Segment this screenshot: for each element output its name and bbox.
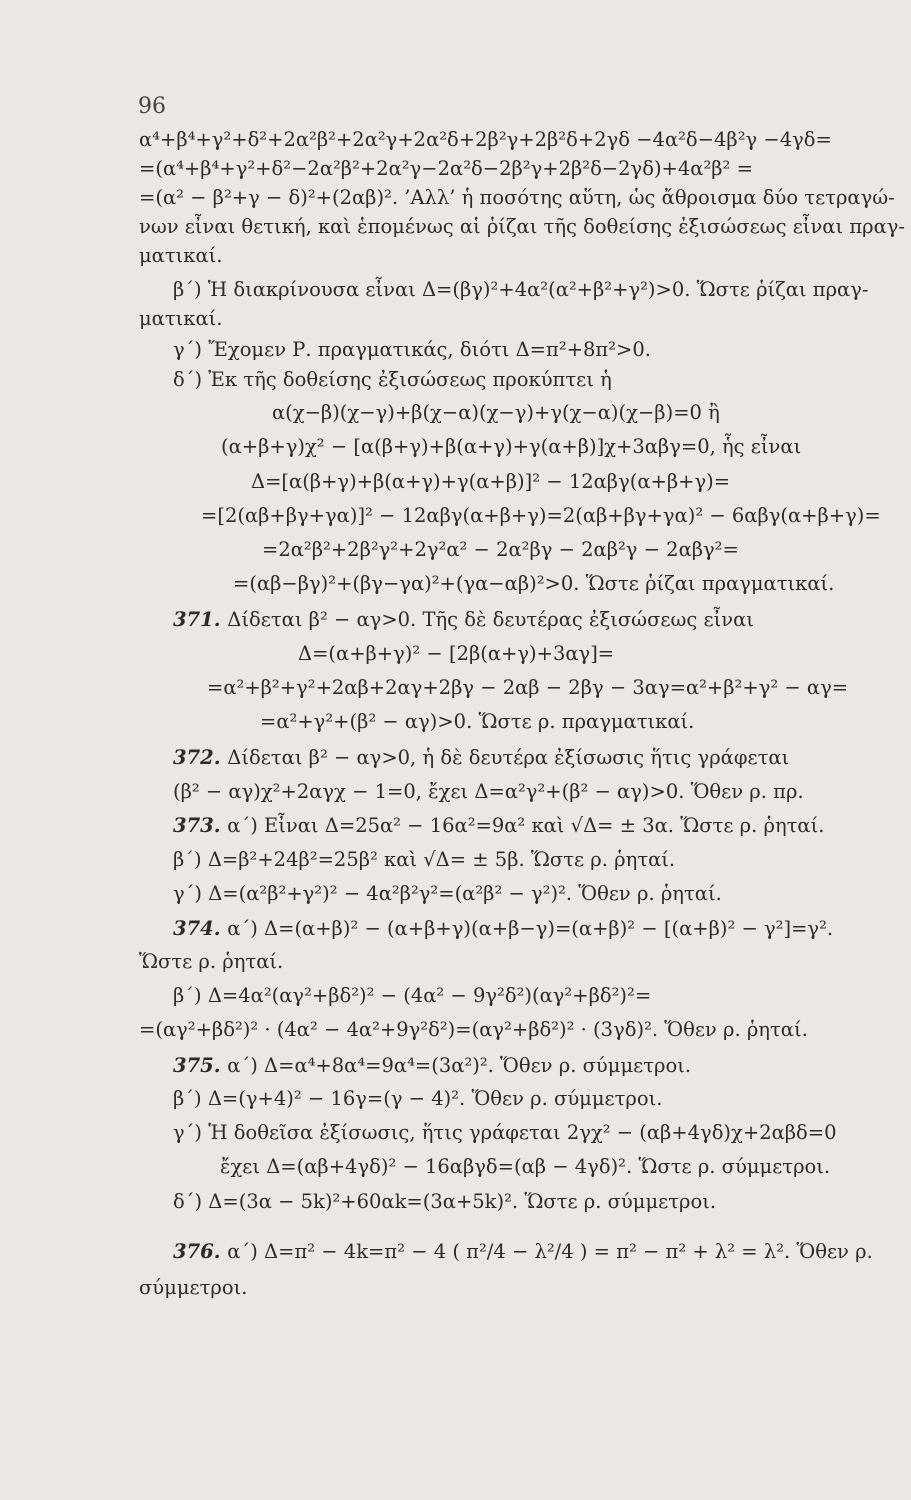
line-text: (β² − αγ)χ²+2αγχ − 1=0, ἔχει Δ=α²γ²+(β² − αγ)>0. Ὅθεν ρ. πρ. [173, 780, 804, 803]
exercise-number: 373. [173, 814, 228, 837]
text-line [207, 676, 848, 700]
line-text: γ΄) Ἡ δοθεῖσα ἐξίσωσις, ἥτις γράφεται 2γχ² − (αβ+4γδ)χ+2αβδ=0 [173, 1121, 837, 1144]
line-text: (α+β+γ)χ² − [α(β+γ)+β(α+γ)+γ(α+β)]χ+3αβγ=0, ἧς εἶναι [221, 435, 802, 458]
text-line [139, 307, 222, 331]
text-line [173, 1240, 873, 1264]
text-line [262, 538, 739, 562]
text-line [173, 368, 612, 392]
line-text: Δίδεται β² − αγ>0, ἡ δὲ δευτέρα ἐξίσωσις ἥτις γράφεται [227, 746, 790, 769]
text-line [173, 780, 804, 804]
line-text: β΄) Δ=(γ+4)² − 16γ=(γ − 4)². Ὅθεν ρ. σύμμετροι. [173, 1087, 663, 1110]
text-line [173, 338, 651, 362]
text-line [260, 710, 694, 734]
line-text: =(α² − β²+γ − δ)²+(2αβ)². ’Αλλ’ ἡ ποσότης αὕτη, ὡς ἄθροισμα δύο τετραγώ- [139, 186, 895, 209]
text-line [173, 917, 833, 941]
line-text: δ΄) Ἐκ τῆς δοθείσης ἐξισώσεως προκύπτει ἡ [173, 368, 612, 391]
text-line [201, 504, 881, 528]
line-text: =α²+β²+γ²+2αβ+2αγ+2βγ − 2αβ − 2βγ − 3αγ=α²+β²+γ² − αγ= [207, 676, 849, 699]
text-line [139, 1018, 808, 1042]
line-text: β΄) Ἡ διακρίνουσα εἶναι Δ=(βγ)²+4α²(α²+β²+γ²)>0. Ὥστε ῥίζαι πραγ- [173, 278, 869, 301]
page-number: 96 [138, 94, 166, 119]
text-line [139, 244, 222, 268]
text-line [272, 401, 720, 425]
line-text: =[2(αβ+βγ+γα)]² − 12αβγ(α+β+γ)=2(αβ+βγ+γα)² − 6αβγ(α+β+γ)= [201, 504, 881, 527]
line-text: νων εἶναι θετική, καὶ ἑπομένως αἱ ῥίζαι τῆς δοθείσης ἐξισώσεως εἶναι πραγ- [139, 215, 906, 238]
line-text: α΄) Δ=π² − 4k=π² − 4 ( π²/4 − λ²/4 ) = π² − π² + λ² = λ². Ὅθεν ρ. [227, 1240, 873, 1263]
line-text: γ΄) Ἔχομεν Ρ. πραγματικάς, διότι Δ=π²+8π²>0. [173, 338, 651, 361]
text-line [220, 1155, 830, 1179]
line-text: ματικαί. [139, 244, 223, 267]
text-line [173, 882, 722, 906]
line-text: σύμμετροι. [139, 1276, 248, 1299]
line-text: δ΄) Δ=(3α − 5k)²+60αk=(3α+5k)². Ὥστε ρ. σύμμετροι. [173, 1190, 717, 1213]
exercise-number: 374. [173, 917, 228, 940]
line-text: Δ=[α(β+γ)+β(α+γ)+γ(α+β)]² − 12αβγ(α+β+γ)= [251, 470, 731, 493]
text-line [173, 278, 868, 302]
line-text: =(αγ²+βδ²)² · (4α² − 4α²+9γ²δ²)=(αγ²+βδ²)² · (3γδ)². Ὅθεν ρ. ῥηταί. [139, 1018, 808, 1041]
line-text: α΄) Δ=(α+β)² − (α+β+γ)(α+β−γ)=(α+β)² − [(α+β)² − γ²]=γ². [227, 917, 834, 940]
text-line [173, 848, 675, 872]
text-line [173, 984, 651, 1008]
text-line [173, 1190, 716, 1214]
line-text: β΄) Δ=4α²(αγ²+βδ²)² − (4α² − 9γ²δ²)(αγ²+βδ²)²= [173, 984, 652, 1007]
line-text: γ΄) Δ=(α²β²+γ²)² − 4α²β²γ²=(α²β² − γ²)². Ὅθεν ρ. ῥηταί. [173, 882, 722, 905]
text-line [221, 435, 801, 459]
line-text: =(α⁴+β⁴+γ²+δ²−2α²β²+2α²γ−2α²δ−2β²γ+2β²δ−2γδ)+4α²β² = [139, 157, 753, 180]
line-text: α΄) Εἶναι Δ=25α² − 16α²=9α² καὶ √Δ= ± 3α. Ὥστε ρ. ῥηταί. [227, 814, 825, 837]
text-line [139, 186, 895, 210]
text-line [298, 642, 614, 666]
text-line [251, 470, 730, 494]
text-line [139, 128, 832, 152]
text-line [173, 608, 754, 632]
text-line [139, 215, 905, 239]
line-text: =α²+γ²+(β² − αγ)>0. Ὥστε ρ. πραγματικαί. [260, 710, 695, 733]
text-line [173, 1054, 691, 1078]
text-line [173, 746, 789, 770]
text-line [233, 572, 834, 596]
text-line [139, 950, 283, 974]
exercise-number: 375. [173, 1054, 228, 1077]
line-text: =2α²β²+2β²γ²+2γ²α² − 2α²βγ − 2αβ²γ − 2αβγ²= [262, 538, 739, 561]
text-line [139, 157, 753, 181]
exercise-number: 371. [173, 608, 228, 631]
line-text: β΄) Δ=β²+24β²=25β² καὶ √Δ= ± 5β. Ὥστε ρ. ῥηταί. [173, 848, 676, 871]
line-text: Ὥστε ρ. ῥηταί. [139, 950, 284, 973]
line-text: ματικαί. [139, 307, 223, 330]
line-text: α(χ−β)(χ−γ)+β(χ−α)(χ−γ)+γ(χ−α)(χ−β)=0 ἢ [272, 401, 720, 424]
line-text: α⁴+β⁴+γ²+δ²+2α²β²+2α²γ+2α²δ+2β²γ+2β²δ+2γδ −4α²δ−4β²γ −4γδ= [139, 128, 832, 151]
text-line [173, 1121, 837, 1145]
line-text: Δίδεται β² − αγ>0. Τῆς δὲ δευτέρας ἐξισώσεως εἶναι [227, 608, 754, 631]
line-text: ἔχει Δ=(αβ+4γδ)² − 16αβγδ=(αβ − 4γδ)². Ὥστε ρ. σύμμετροι. [220, 1155, 831, 1178]
text-line [173, 814, 824, 838]
exercise-number: 376. [173, 1240, 228, 1263]
exercise-number: 372. [173, 746, 228, 769]
line-text: =(αβ−βγ)²+(βγ−γα)²+(γα−αβ)²>0. Ὥστε ῥίζαι πραγματικαί. [233, 572, 835, 595]
text-line [173, 1087, 662, 1111]
text-line [139, 1276, 247, 1300]
line-text: α΄) Δ=α⁴+8α⁴=9α⁴=(3α²)². Ὅθεν ρ. σύμμετροι. [227, 1054, 692, 1077]
line-text: Δ=(α+β+γ)² − [2β(α+γ)+3αγ]= [298, 642, 615, 665]
